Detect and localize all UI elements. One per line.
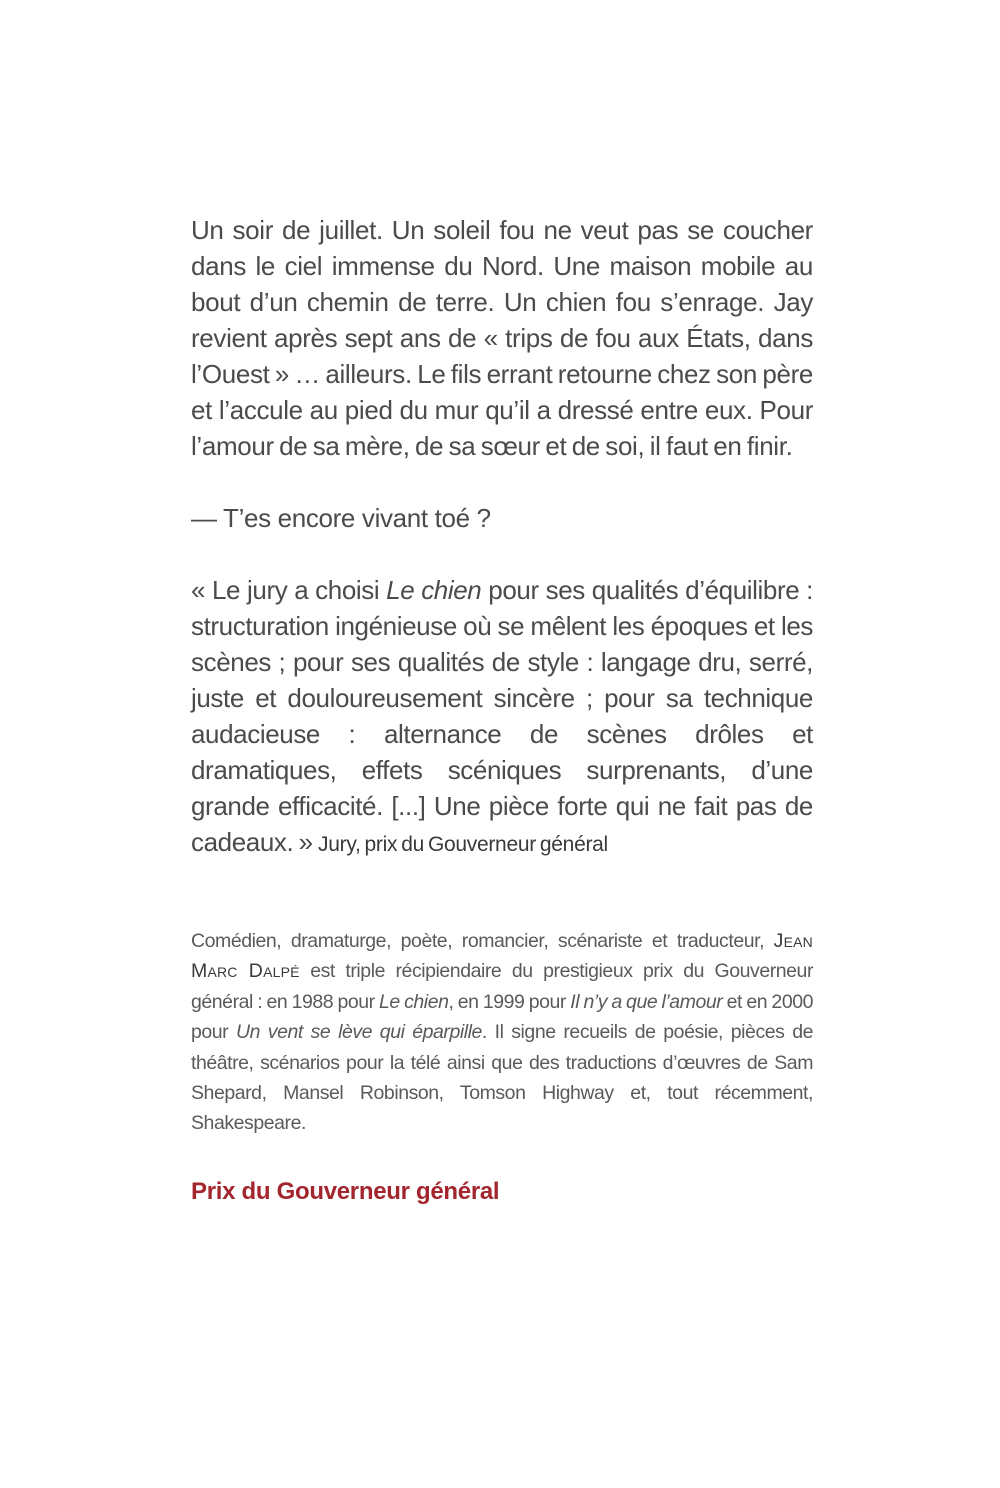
bio-intro: Comédien, dramaturge, poète, romancier, scénariste et traducteur, [191, 930, 774, 952]
synopsis-text: Un soir de juillet. Un soleil fou ne veut pas se coucher dans le ciel immense du Nord. Une maison mobile au bout d’un chemin de terre. Un chien fou s’enrage. Jay revient après sept ans de « trips de fou aux États, dans l’Ouest » … ailleurs. Le fils errant retourne chez son père et l’accule au pied du mur qu’il a dressé entre eux. Pour l’amour de sa mère, de sa sœur et de soi, il faut en finir. [191, 215, 813, 461]
author-bio [191, 926, 813, 1139]
jury-quote [191, 572, 813, 863]
bio-part3: et en 2000 pour [191, 990, 814, 1044]
award-label: Prix du Gouverneur général [191, 1178, 500, 1205]
bio-part1: est triple récipiendaire du prestigieux prix du Gouverneur général : en 1988 pour [191, 960, 813, 1013]
quote-open: « Le jury a choisi [191, 575, 387, 605]
bio-part2: , en 1999 pour [448, 990, 571, 1013]
quote-play-title: Le chien [386, 575, 482, 605]
back-cover [191, 0, 813, 1488]
quote-attribution: Jury, prix du Gouverneur général [318, 833, 608, 856]
synopsis-paragraph [191, 212, 813, 464]
bio-title-2: Il n’y a que l’amour [570, 990, 723, 1013]
author-name: Jean Marc Dalpé [191, 930, 813, 983]
bio-title-3: Un vent se lève qui éparpille [236, 1021, 482, 1044]
bio-title-1: Le chien [379, 990, 449, 1013]
quote-body: pour ses qualités d’équilibre : structuration ingénieuse où se mêlent les époques et les scènes ; pour ses qualités de style : langage dru, serré, juste et douloureusement sincère ; pour sa technique audacieuse : alternance de scènes drôles et dramatiques, effets scéniques surprenants, d’une grande efficacité. [...] Une pièce forte qui ne fait pas de cadeaux. » [191, 575, 813, 857]
bio-part4: . Il signe recueils de poésie, pièces de théâtre, scénarios pour la télé ainsi que des traductions d’œuvres de Sam Shepard, Mansel Robinson, Tomson Highway et, tout récemment, Shakespeare. [191, 1021, 813, 1135]
dialogue-line: — T’es encore vivant toé ? [191, 503, 491, 533]
